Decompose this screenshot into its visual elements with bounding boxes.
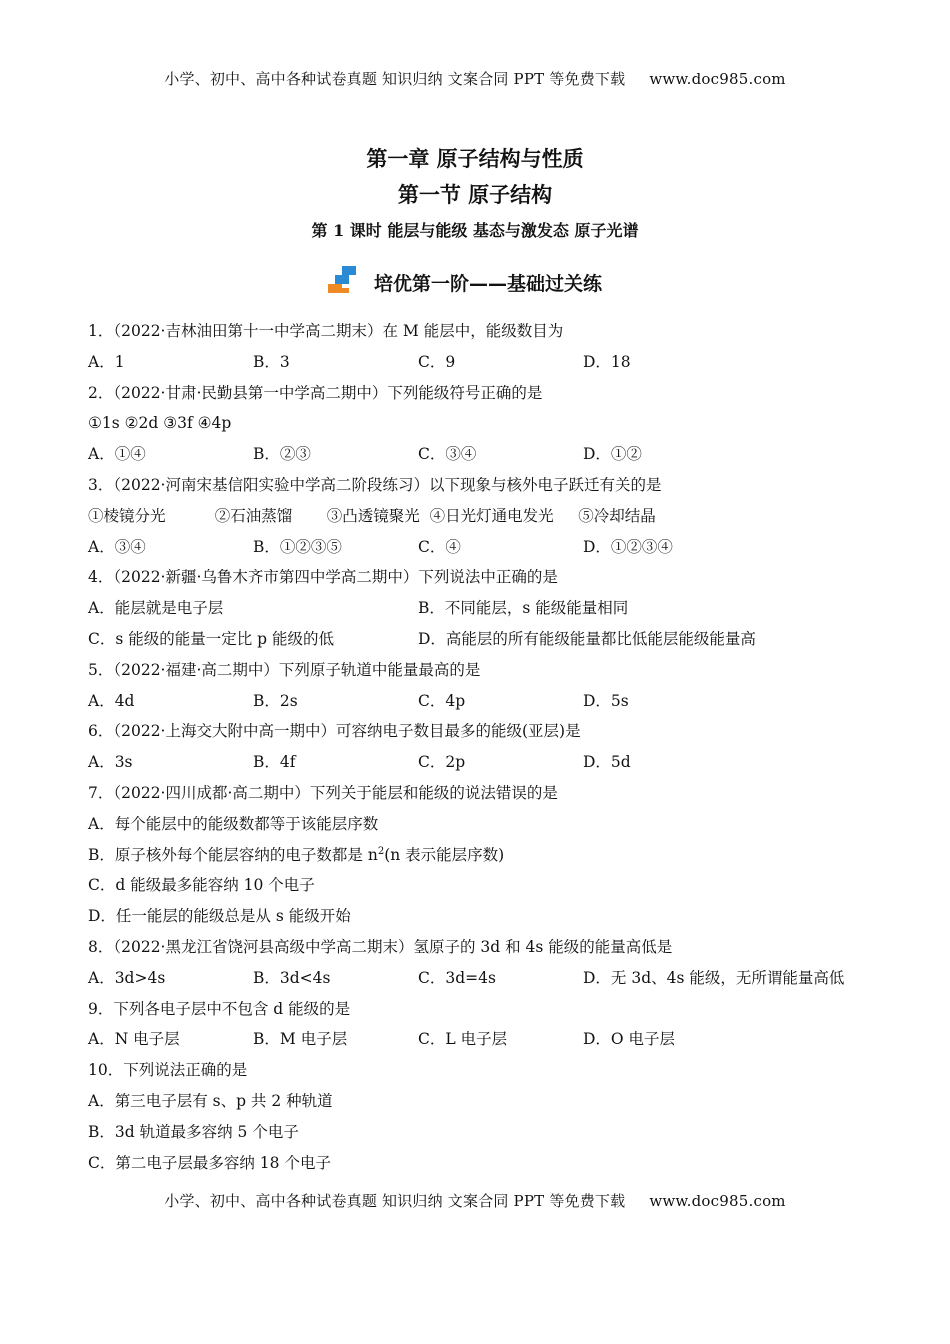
q8-option-a: A．3d>4s (88, 968, 166, 987)
q6-option-a: A．3s (88, 753, 133, 772)
q8-option-c: C．3d=4s (418, 968, 496, 987)
question-list (88, 316, 878, 1178)
q9-option-b: B．M 电子层 (253, 1030, 348, 1049)
q2-stem: 2．（2022·甘肃·民勤县第一中学高二期中）下列能级符号正确的是 (88, 383, 543, 402)
q3-option-a: A．③④ (88, 537, 146, 556)
header-site[interactable]: www.doc985.com (649, 70, 786, 88)
q3-option-b: B．①②③⑤ (253, 537, 342, 556)
q1-option-a: A．1 (88, 352, 125, 371)
q4-options-row2 (88, 624, 878, 655)
q7-stem: 7．（2022·四川成都·高二期中）下列关于能层和能级的说法错误的是 (88, 783, 558, 802)
q9-option-c: C．L 电子层 (418, 1030, 508, 1049)
q10-option-b: B．3d 轨道最多容纳 5 个电子 (88, 1122, 299, 1141)
q9-option-a: A．N 电子层 (88, 1030, 180, 1049)
q2-options (88, 439, 878, 470)
q6-option-c: C．2p (418, 753, 466, 772)
q1-stem: 1．（2022·吉林油田第十一中学高二期末）在 M 能层中，能级数目为 (88, 322, 564, 340)
q7-option-c: C．d 能级最多能容纳 10 个电子 (88, 876, 315, 895)
q4-option-b: B．不同能层，s 能级能量相同 (418, 599, 629, 618)
q5-option-d: D．5s (583, 691, 629, 710)
q3-option-c: C．④ (418, 537, 461, 556)
q8-options (88, 963, 878, 994)
q6-option-b: B．4f (253, 753, 296, 772)
header-text: 小学、初中、高中各种试卷真题 知识归纳 文案合同 PPT 等免费下载 (164, 70, 626, 88)
q7-option-b (88, 840, 878, 871)
q1-option-d: D．18 (583, 352, 631, 371)
footer-site[interactable]: www.doc985.com (649, 1192, 786, 1210)
q7-option-b-note: (n 表示能层序数) (384, 845, 505, 864)
stairs-icon (328, 266, 368, 298)
q7-option-a: A．每个能层中的能级数都等于该能层序数 (88, 814, 379, 833)
q2-items: ①1s ②2d ③3f ④4p (88, 414, 232, 433)
q9-stem: 9．下列各电子层中不包含 d 能级的是 (88, 999, 351, 1018)
q8-option-b: B．3d<4s (253, 968, 331, 987)
q2-option-c: C．③④ (418, 445, 477, 464)
q4-option-d: D．高能层的所有能级能量都比低能层能级能量高 (418, 629, 756, 648)
title-block (0, 142, 950, 248)
section-title: 第一节 原子结构 (397, 182, 553, 207)
q2-option-a: A．①④ (88, 445, 146, 464)
q2-option-d: D．①② (583, 445, 642, 464)
chapter-title: 第一章 原子结构与性质 (366, 146, 584, 171)
q5-options (88, 686, 878, 717)
q3-stem: 3．（2022·河南宋基信阳实验中学高二阶段练习）以下现象与核外电子跃迁有关的是 (88, 475, 662, 494)
page-footer (0, 1190, 950, 1211)
q5-option-c: C．4p (418, 691, 466, 710)
q7-option-d: D．任一能层的能级总是从 s 能级开始 (88, 907, 351, 926)
q4-option-a: A．能层就是电子层 (88, 599, 224, 618)
q8-option-d: D．无 3d、4s 能级，无所谓能量高低 (583, 968, 845, 987)
q7-option-b-text: B．原子核外每个能层容纳的电子数都是 n (88, 845, 378, 864)
q9-option-d: D．O 电子层 (583, 1030, 676, 1049)
q4-options-row1 (88, 593, 878, 624)
q6-stem: 6．（2022·上海交大附中高一期中）可容纳电子数目最多的能级(亚层)是 (88, 722, 581, 741)
q3-options (88, 532, 878, 563)
q6-options (88, 747, 878, 778)
q8-stem: 8．（2022·黑龙江省饶河县高级中学高二期末）氢原子的 3d 和 4s 能级的能量高低是 (88, 937, 673, 956)
tier-label: 培优第一阶——基础过关练 (374, 272, 603, 295)
q1-options (88, 347, 878, 378)
q1-option-b: B．3 (253, 352, 290, 371)
page-header (0, 68, 950, 89)
footer-text: 小学、初中、高中各种试卷真题 知识归纳 文案合同 PPT 等免费下载 (164, 1192, 626, 1210)
q3-option-d: D．①②③④ (583, 537, 673, 556)
q5-option-b: B．2s (253, 691, 298, 710)
q10-stem: 10．下列说法正确的是 (88, 1061, 248, 1080)
tier-heading (328, 264, 602, 300)
q5-stem: 5．（2022·福建·高二期中）下列原子轨道中能量最高的是 (88, 660, 481, 679)
q4-option-c: C．s 能级的能量一定比 p 能级的低 (88, 629, 335, 648)
q9-options (88, 1024, 878, 1055)
q10-option-a: A．第三电子层有 s、p 共 2 种轨道 (88, 1091, 333, 1110)
q3-items: ①棱镜分光 ②石油蒸馏 ③凸透镜聚光 ④日光灯通电发光 ⑤冷却结晶 (88, 506, 656, 525)
lesson-title: 第 1 课时 能层与能级 基态与激发态 原子光谱 (311, 221, 639, 240)
q1-option-c: C．9 (418, 352, 456, 371)
q7-option-b-exponent: 2 (377, 845, 385, 857)
q2-option-b: B．②③ (253, 445, 311, 464)
q4-stem: 4．（2022·新疆·乌鲁木齐市第四中学高二期中）下列说法中正确的是 (88, 568, 558, 587)
q6-option-d: D．5d (583, 753, 631, 772)
q10-option-c: C．第二电子层最多容纳 18 个电子 (88, 1153, 331, 1172)
q5-option-a: A．4d (88, 691, 135, 710)
